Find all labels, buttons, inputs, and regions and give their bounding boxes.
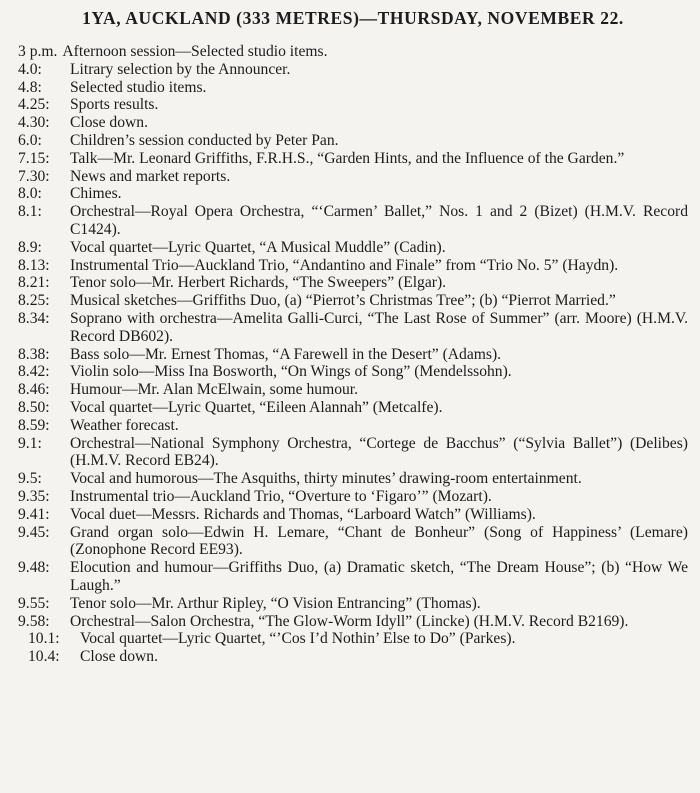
programme-entry xyxy=(18,114,688,132)
programme-entry xyxy=(18,239,688,257)
programme-list xyxy=(18,43,688,666)
entry-text: Chimes. xyxy=(70,185,122,203)
entry-time: 8.25: xyxy=(18,292,50,310)
entry-text: Grand organ solo—Edwin H. Lemare, “Chant de Bonheur” (Song of Happiness’ (Lemare) (Zonophone Record EE93). xyxy=(70,523,688,559)
entry-time: 8.38: xyxy=(18,345,50,363)
entry-time: 9.41: xyxy=(18,505,50,523)
entry-time: 9.55: xyxy=(18,594,50,612)
programme-entry xyxy=(18,506,688,524)
entry-text: Afternoon session—Selected studio items. xyxy=(62,43,328,60)
entry-time: 4.0: xyxy=(18,60,42,78)
programme-entry xyxy=(18,310,688,346)
entry-text: Bass solo—Mr. Ernest Thomas, “A Farewell in the Desert” (Adams). xyxy=(70,345,502,363)
entry-time: 7.15: xyxy=(18,149,50,167)
entry-time: 10.4: xyxy=(28,648,60,666)
entry-text: Soprano with orchestra—Amelita Galli-Curci, “The Last Rose of Summer” (arr. Moore) (H.M.V. Record DB602). xyxy=(70,309,688,345)
programme-entry xyxy=(18,399,688,417)
entry-time: 8.50: xyxy=(18,398,50,416)
entry-text: Orchestral—Royal Opera Orchestra, “‘Carmen’ Ballet,” Nos. 1 and 2 (Bizet) (H.M.V. Record C1424). xyxy=(70,203,688,238)
entry-text: Vocal quartet—Lyric Quartet, “’Cos I’d Nothin’ Else to Do” (Parkes). xyxy=(80,630,516,648)
entry-time: 9.58: xyxy=(18,612,50,630)
entry-time: 8.46: xyxy=(18,381,50,399)
entry-text: Sports results. xyxy=(70,96,159,114)
entry-time: 9.5: xyxy=(18,470,42,488)
entry-time: 9.35: xyxy=(18,487,50,505)
entry-text: Tenor solo—Mr. Herbert Richards, “The Sweepers” (Elgar). xyxy=(70,274,447,292)
entry-text: Vocal and humorous—The Asquiths, thirty minutes’ drawing-room entertainment. xyxy=(70,470,582,488)
page-title: 1YA, AUCKLAND (333 METRES)—THURSDAY, NOVEMBER 22. xyxy=(82,8,624,28)
programme-entry xyxy=(18,79,688,97)
entry-time: 8.42: xyxy=(18,363,50,381)
programme-entry xyxy=(18,595,688,613)
programme-entry xyxy=(18,96,688,114)
entry-time: 8.34: xyxy=(18,309,50,327)
programme-entry xyxy=(18,61,688,79)
entry-text: Vocal quartet—Lyric Quartet, “A Musical Muddle” (Cadin). xyxy=(70,238,446,256)
entry-text: Weather forecast. xyxy=(70,416,179,434)
entry-text: Elocution and humour—Griffiths Duo, (a) Dramatic sketch, “The Dream House”; (b) “How We Laugh.” xyxy=(70,559,688,594)
programme-entry xyxy=(18,435,688,471)
entry-time: 4.25: xyxy=(18,96,50,114)
entry-text: Vocal duet—Messrs. Richards and Thomas, “Larboard Watch” (Williams). xyxy=(70,505,536,523)
entry-text: Close down. xyxy=(80,648,158,666)
programme-entry xyxy=(18,203,688,239)
entry-text: Orchestral—National Symphony Orchestra, “Cortege de Bacchus” (“Sylvia Ballet”) (Delibes) (H.M.V. Record EB24). xyxy=(70,434,688,470)
programme-entry xyxy=(18,257,688,275)
programme-entry xyxy=(18,559,688,595)
entry-text: Instrumental trio—Auckland Trio, “Overture to ‘Figaro’” (Mozart). xyxy=(70,487,492,505)
entry-text: Musical sketches—Griffiths Duo, (a) “Pierrot’s Christmas Tree”; (b) “Pierrot Married.” xyxy=(70,292,616,310)
entry-time: 8.59: xyxy=(18,416,50,434)
entry-text: Talk—Mr. Leonard Griffiths, F.R.H.S., “Garden Hints, and the Influence of the Garden.” xyxy=(70,149,625,167)
entry-text: Close down. xyxy=(70,114,148,132)
programme-entry xyxy=(18,43,688,61)
entry-time: 9.45: xyxy=(18,523,50,541)
entry-text: Orchestral—Salon Orchestra, “The Glow-Worm Idyll” (Lincke) (H.M.V. Record B2169). xyxy=(70,612,629,630)
entry-time: 8.13: xyxy=(18,256,50,274)
entry-text: Litrary selection by the Announcer. xyxy=(70,60,291,78)
entry-time: 6.0: xyxy=(18,131,42,149)
entry-text: Selected studio items. xyxy=(70,78,207,96)
programme-entry xyxy=(18,470,688,488)
entry-text: Children’s session conducted by Peter Pan. xyxy=(70,131,339,149)
programme-entry xyxy=(18,630,688,648)
entry-time: 4.8: xyxy=(18,78,42,96)
entry-text: Violin solo—Miss Ina Bosworth, “On Wings of Song” (Mendelssohn). xyxy=(70,363,512,381)
entry-time: 10.1: xyxy=(28,630,60,648)
programme-entry xyxy=(18,346,688,364)
entry-time: 8.0: xyxy=(18,185,42,203)
programme-entry xyxy=(18,132,688,150)
entry-time: 9.1: xyxy=(18,434,42,452)
programme-entry xyxy=(18,613,688,631)
programme-entry xyxy=(18,292,688,310)
programme-entry xyxy=(18,524,688,560)
entry-text: News and market reports. xyxy=(70,167,231,185)
programme-entry xyxy=(18,363,688,381)
entry-time: 8.1: xyxy=(18,203,42,221)
programme-entry xyxy=(18,150,688,168)
entry-time: 4.30: xyxy=(18,114,50,132)
entry-text: Vocal quartet—Lyric Quartet, “Eileen Alannah” (Metcalfe). xyxy=(70,398,443,416)
entry-text: Instrumental Trio—Auckland Trio, “Andantino and Finale” from “Trio No. 5” (Haydn). xyxy=(70,256,619,274)
programme-entry xyxy=(18,417,688,435)
programme-entry xyxy=(18,168,688,186)
entry-time: 9.48: xyxy=(18,559,50,577)
entry-time: 7.30: xyxy=(18,167,50,185)
programme-entry xyxy=(18,274,688,292)
programme-entry xyxy=(18,185,688,203)
entry-time: 8.21: xyxy=(18,274,50,292)
programme-entry xyxy=(18,381,688,399)
entry-time: 3 p.m. xyxy=(18,43,58,60)
programme-entry xyxy=(18,648,688,666)
entry-time: 8.9: xyxy=(18,238,42,256)
entry-text: Tenor solo—Mr. Arthur Ripley, “O Vision Entrancing” (Thomas). xyxy=(70,594,481,612)
programme-entry xyxy=(18,488,688,506)
entry-text: Humour—Mr. Alan McElwain, some humour. xyxy=(70,381,359,399)
